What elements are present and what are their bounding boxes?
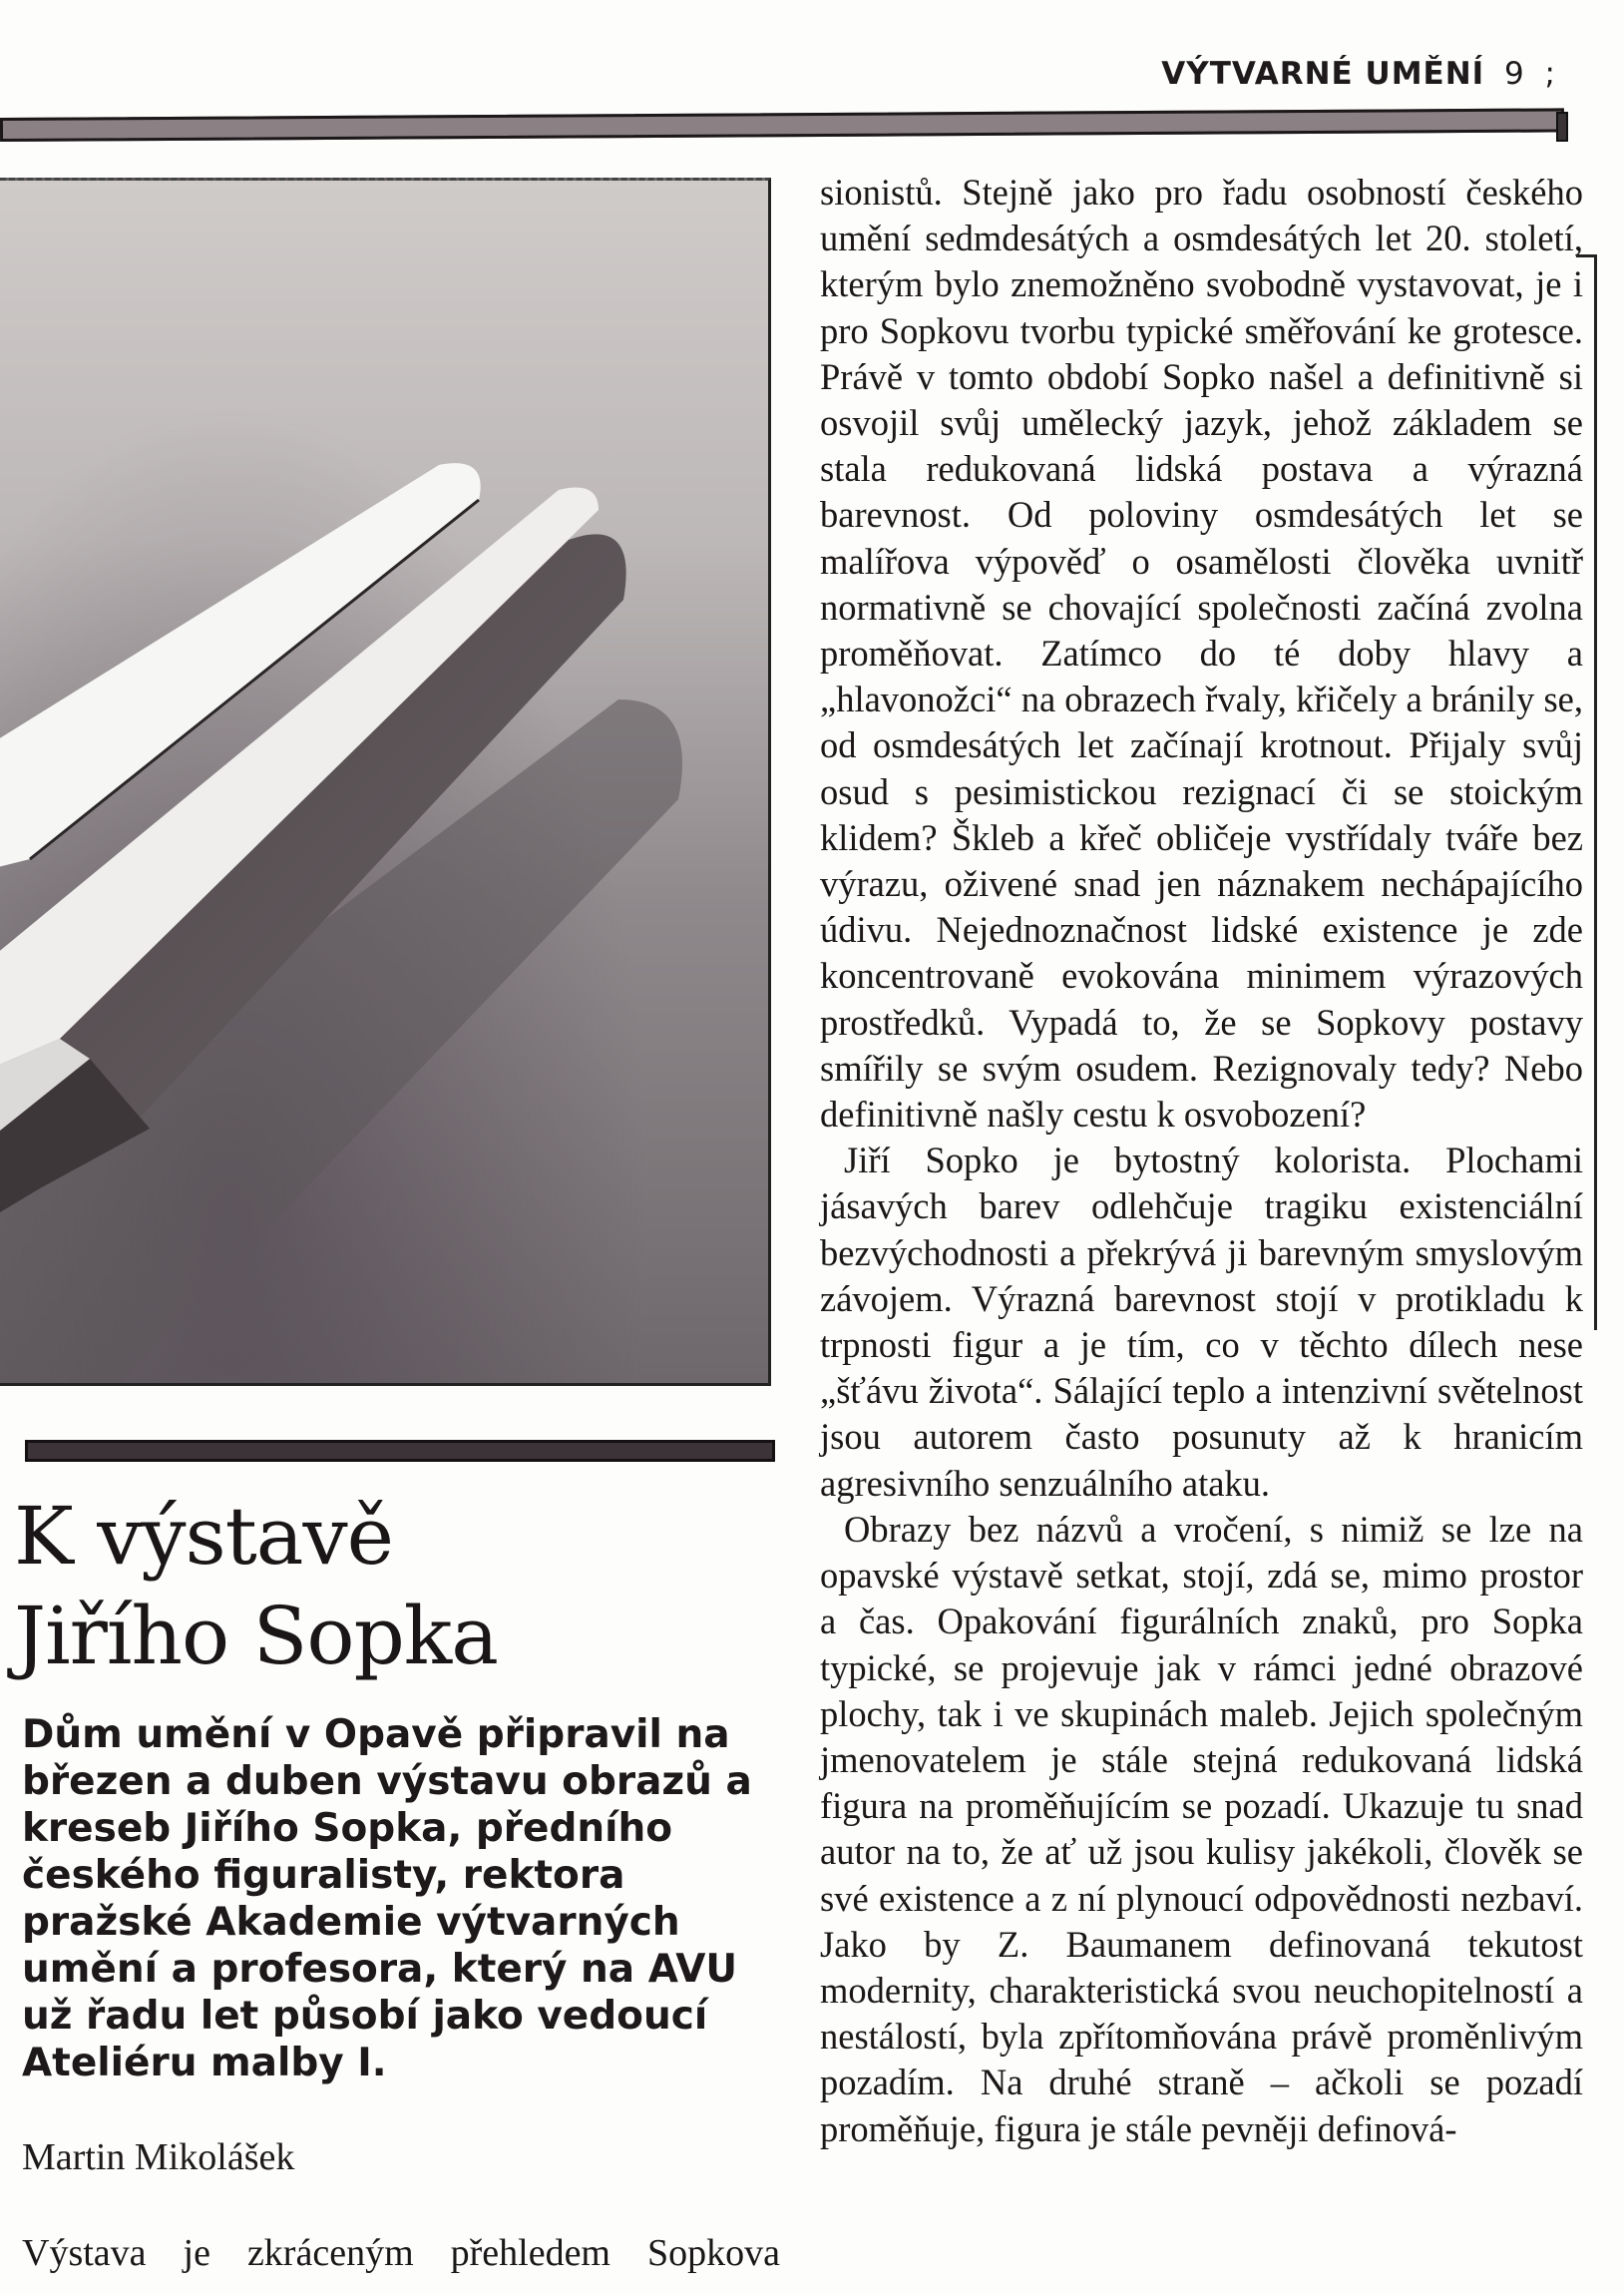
body-text-right-column xyxy=(820,170,1583,2152)
body-paragraph: sionistů. Stejně jako pro řadu osobností českého umění sedmdesátých a osmdesátých let 20. století, kterým bylo znemožněno svobodně vystavovat, je i pro Sopkovu tvorbu typické směřování ke grotesce. Právě v tomto období Sopko našel a definitivně si osvojil svůj umělecký jazyk, jehož základem se stala redukovaná lidská postava a výrazná barevnost. Od poloviny osmdesátých let se malířova výpověď o osamělosti člověka uvnitř normativně se chovající společnosti začíná zvolna proměňovat. Zatímco do té doby hlavy a „hlavonožci“ na obrazech řvaly, křičely a bránily se, od osmdesátých let začínají krotnout. Přijaly svůj osud s pesimistickou rezignací či se stoickým klidem? Škleb a křeč obličeje vystřídaly tváře bez výrazu, oživené snad jen náznakem nechápajícího údivu. Nejednoznačnost lidské existence je zde koncentrovaně evokována minimem výrazových prostředků. Vypadá to, že se Sopkovy postavy smířily se svým osudem. Rezignovaly tedy? Nebo definitivně našly cestu k osvobození? xyxy=(820,172,1583,1136)
author-byline: Martin Mikolášek xyxy=(22,2136,295,2178)
headline-line-2: Jiřího Sopka xyxy=(14,1590,498,1682)
body-text-left-column: Výstava je zkráceným přehledem Sopkova xyxy=(22,2232,780,2274)
headline-line-1: K výstavě xyxy=(14,1490,394,1583)
article-headline xyxy=(14,1487,498,1686)
body-paragraph: Obrazy bez názvů a vročení, s nimiž se lze na opavské výstavě setkat, stojí, zdá se, mimo prostor a čas. Opakování figurálních znaků, pro Sopka typické, se projevuje jak v rámci jedné obrazové plochy, tak i ve skupinách maleb. Jejich společným jmenovatelem je stále stejná redukovaná lidská figura na proměňujícím se pozadí. Ukazuje tu snad autor na to, že ať už jsou kulisy jakékoli, člověk se své existence a z ní plynoucí odpovědnosti nezbaví. Jako by Z. Baumanem definovaná tekutost modernity, charakteristická svou neuchopitelností a nestálostí, byla zpřítomňována právě proměnlivým pozadím. Na druhé straně – ačkoli se pozadí proměňuje, figura je stále pevněji definová- xyxy=(820,1508,1583,2149)
article-lead: Dům umění v Opavě připravil na březen a duben výstavu obrazů a kreseb Jiřího Sopka, předního českého figuralisty, rektora pražské Akademie výtvarných umění a profesora, který na AVU už řadu let působí jako vedoucí Ateliéru malby I. xyxy=(22,1712,752,2085)
top-rule-end-mark xyxy=(1556,112,1568,142)
page-mark: ; xyxy=(1544,56,1556,92)
top-rule xyxy=(0,108,1564,142)
section-header xyxy=(1161,56,1556,92)
article-photo xyxy=(0,178,771,1386)
margin-bracket xyxy=(1576,254,1597,1330)
body-paragraph: Jiří Sopko je bytostný kolorista. Plochami jásavých barev odlehčuje tragiku existenciální bezvýchodnosti a překrývá ji barevným smyslovým závojem. Výrazná barevnost stojí v protikladu k trpnosti figur a je tím, co v těchto dílech nese „šťávu života“. Sálající teplo a intenzivní světelnost jsou autorem často posunuty až k hranicím agresivního senzuálního ataku. xyxy=(820,1140,1583,1504)
column-rule xyxy=(25,1440,775,1462)
fountain-pen-photo-icon xyxy=(0,181,768,1383)
section-title: VÝTVARNÉ UMĚNÍ xyxy=(1161,56,1485,92)
page-number: 9 xyxy=(1504,56,1525,92)
